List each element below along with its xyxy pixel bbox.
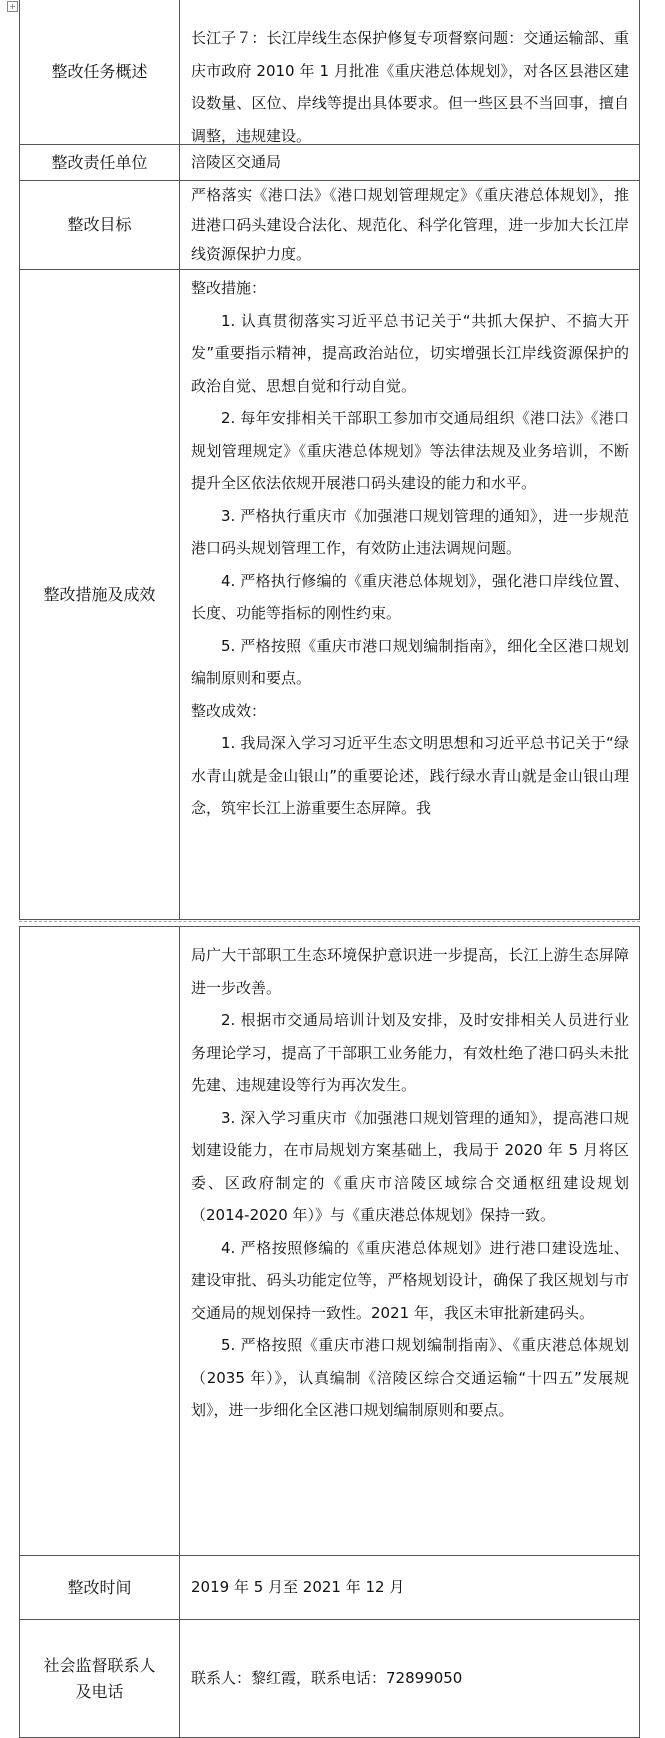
table-anchor-icon[interactable]: +	[7, 1, 18, 12]
row-content-responsible-unit	[180, 145, 639, 180]
row-label-time: 整改时间	[20, 1556, 180, 1619]
measure-item: 4. 严格执行修编的《重庆港总体规划》，强化港口岸线位置、长度、功能等指标的刚性约束。	[191, 571, 629, 622]
task-overview-text: 长江子７：长江岸线生态保护修复专项督察问题：交通运输部、重庆市政府 2010 年 1 月批准《重庆港总体规划》，对各区县港区建设数量、区位、岸线等提出具体要求。但一些区县不当回事，擅自调整，违规建设。	[191, 29, 629, 145]
row-content-results-continued	[180, 927, 639, 1555]
table-row	[20, 927, 639, 1556]
measure-item: 5. 严格按照《重庆市港口规划编制指南》，细化全区港口规划编制原则和要点。	[191, 636, 629, 687]
measures-heading: 整改措施：	[191, 279, 267, 297]
result-item: 4. 严格按照修编的《重庆港总体规划》进行港口建设选址、建设审批、码头功能定位等，严格规划设计，确保了我区规划与市交通局的规划保持一致性。2021 年，我区未审批新建码头。	[191, 1238, 629, 1322]
rectification-table-part-2	[19, 926, 640, 1738]
row-label-task-overview: 整改任务概述	[20, 0, 180, 144]
goal-text: 严格落实《港口法》《港口规划管理规定》《重庆港总体规划》，推进港口码头建设合法化、规范化、科学化管理，进一步加大长江岸线资源保护力度。	[191, 186, 629, 263]
table-row	[20, 270, 639, 920]
results-heading: 整改成效：	[191, 701, 267, 720]
page-break-line	[19, 921, 640, 922]
row-content-goal	[180, 181, 639, 269]
result-item: 3. 深入学习重庆市《加强港口规划管理的通知》，提高港口规划建设能力，在市局规划方案基础上，我局于 2020 年 5 月将区委、区政府制定的《重庆市涪陵区域综合交通枢纽建设规划（2014-2020 年）》与《重庆港总体规划》保持一致。	[191, 1108, 629, 1224]
row-content-time	[180, 1556, 639, 1619]
result-item: 1. 我局深入学习习近平生态文明思想和习近平总书记关于“绿水青山就是金山银山”的重要论述，践行绿水青山就是金山银山理念，筑牢长江上游重要生态屏障。我	[191, 734, 629, 817]
measure-item: 1. 认真贯彻落实习近平总书记关于“共抓大保护、不搞大开发”重要指示精神，提高政治站位，切实增强长江岸线资源保护的政治自觉、思想自觉和行动自觉。	[191, 311, 629, 395]
table-row	[20, 145, 639, 181]
table-row	[20, 0, 639, 145]
result-item: 5. 严格按照《重庆市港口规划编制指南》、《重庆港总体规划（2035 年）》，认真编制《涪陵区综合交通运输“十四五”发展规划》，进一步细化全区港口规划编制原则和要点。	[191, 1336, 629, 1419]
row-label-responsible-unit: 整改责任单位	[20, 145, 180, 180]
contact-label-line-1: 社会监督联系人	[43, 1655, 156, 1675]
table-row	[20, 1620, 639, 1737]
result-item: 2. 根据市交通局培训计划及安排，及时安排相关人员进行业务理论学习，提高了干部职工业务能力，有效杜绝了港口码头未批先建、违规建设等行为再次发生。	[191, 1011, 629, 1094]
table-row	[20, 181, 639, 270]
result-continuation: 局广大干部职工生态环境保护意识进一步提高，长江上游生态屏障进一步改善。	[191, 946, 629, 997]
row-label-goal: 整改目标	[20, 181, 180, 269]
measure-item: 3. 严格执行重庆市《加强港口规划管理的通知》，进一步规范港口码头规划管理工作，有效防止违法调规问题。	[191, 506, 629, 557]
responsible-unit-text: 涪陵区交通局	[191, 153, 282, 172]
row-label-measures-results: 整改措施及成效	[20, 270, 180, 920]
measure-item: 2. 每年安排相关干部职工参加市交通局组织《港口法》《港口规划管理规定》《重庆港总体规划》等法律法规及业务培训，不断提升全区依法依规开展港口码头建设的能力和水平。	[191, 409, 629, 492]
table-row	[20, 1556, 639, 1620]
time-value: 2019 年 5 月至 2021 年 12 月	[191, 1578, 405, 1597]
contact-label-line-2: 及电话	[75, 1681, 124, 1701]
row-label-continued	[20, 927, 180, 1555]
row-label-contact	[20, 1620, 180, 1737]
row-content-task-overview	[180, 0, 639, 144]
row-content-measures-results	[180, 270, 639, 920]
contact-value: 联系人：黎红霞，联系电话：72899050	[191, 1669, 463, 1688]
rectification-table-part-1	[19, 0, 640, 920]
row-content-contact	[180, 1620, 639, 1737]
